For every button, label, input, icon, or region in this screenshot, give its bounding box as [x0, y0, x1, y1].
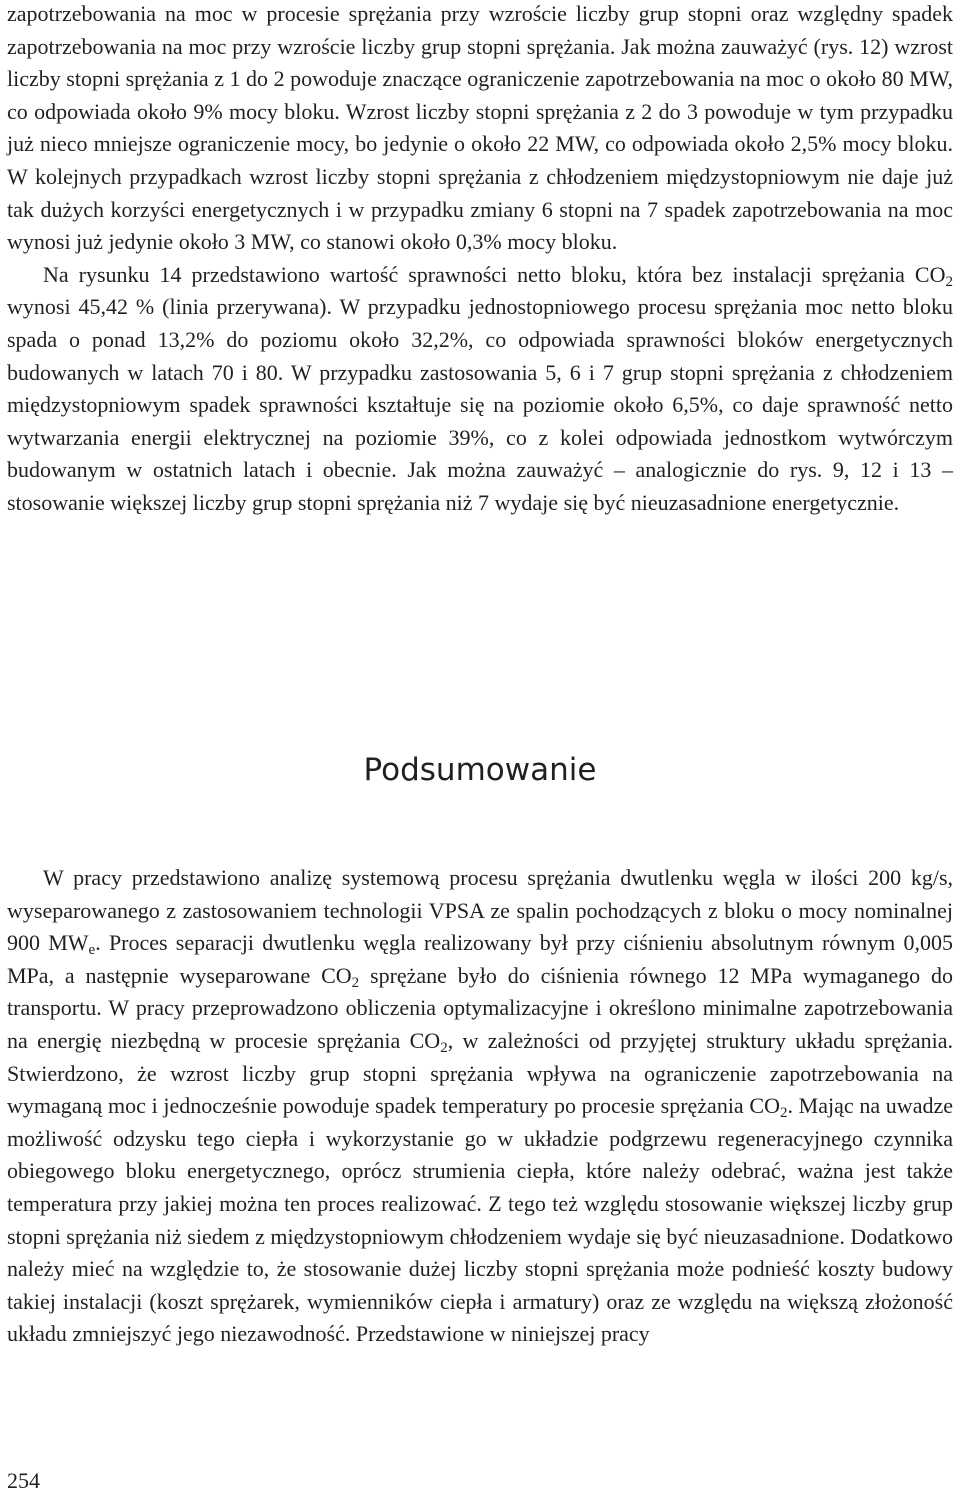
paragraph-compression-stages	[7, 0, 953, 259]
paragraph-efficiency	[7, 259, 953, 520]
paragraph-text: . Mając na uwadze możliwość odzysku tego ciepła i wykorzystanie go w układzie podgrzewu regeneracyjnego czynnika obiegowego bloku energetycznego, oprócz strumienia ciepła, które należy odebrać, ważna jest także temperatura przy jakiej można ten proces realizować. Z tego też względu stosowanie większej liczby grup stopni sprężania niż siedem z międzystopniowym chłodzeniem wydaje się być nieuzasadnione. Dodatkowo należy mieć na względzie to, że stosowanie dużej liczby stopni sprężania może podnieść koszty budowy takiej instalacji (koszt sprężarek, wymienników ciepła i armatury) oraz ze względu na większą złożoność układu zmniejszyć jego niezawodność. Przedstawione w niniejszej pracy	[7, 1093, 953, 1347]
page-number: 254	[7, 1468, 40, 1493]
summary-section	[7, 862, 953, 1351]
paragraph-summary	[7, 862, 953, 1351]
paragraph-text: . Proces separacji dwutlenku węgla realizowany był przy ciśnieniu absolutnym równym 0,005 MPa, a następnie wyseparowane CO	[7, 930, 953, 988]
subscript-2: 2	[351, 974, 360, 991]
subscript-2: 2	[440, 1039, 448, 1056]
page-body	[7, 0, 953, 520]
paragraph-text: , w zależności od przyjętej struktury układu sprężania. Stwierdzono, że wzrost liczby grup stopni sprężania wpływa na ograniczenie zapotrzebowania na wymaganą moc i jednocześnie powoduje spadek temperatury po procesie sprężania CO	[7, 1027, 954, 1119]
subscript-2: 2	[945, 273, 953, 290]
paragraph-text: wynosi 45,42 % (linia przerywana). W przypadku jednostopniowego procesu sprężania moc netto bloku spada o ponad 13,2% do poziomu około 32,2%, co odpowiada sprawności bloków energetycznych budowanych w latach 70 i 80. W przypadku zastosowania 5, 6 i 7 grup stopni sprężania z chłodzeniem międzystopniowym spadek sprawności kształtuje się na poziomie około 6,5%, co daje sprawność netto wytwarzania energii elektrycznej na poziomie 39%, co z kolei odpowiada jednostkom wytwórczym budowanym w ostatnich latach i obecnie. Jak można zauważyć – analogicznie do rys. 9, 12 i 13 – stosowanie większej liczby grup stopni sprężania niż 7 wydaje się być nieuzasadnione energetycznie.	[7, 294, 953, 515]
subscript-e: e	[88, 942, 96, 959]
subscript-2: 2	[779, 1105, 788, 1122]
section-heading: Podsumowanie	[363, 752, 597, 788]
paragraph-text: zapotrzebowania na moc w procesie sprężania przy wzroście liczby grup stopni oraz względny spadek zapotrzebowania na moc przy wzroście liczby grup stopni sprężania. Jak można zauważyć (rys. 12) wzrost liczby stopni sprężania z 1 do 2 powoduje znaczące ograniczenie zapotrzebowania na moc o około 80 MW, co odpowiada około 9% mocy bloku. Wzrost liczby stopni sprężania z 2 do 3 powoduje w tym przypadku już nieco mniejsze ograniczenie mocy, bo jedynie o około 22 MW, co odpowiada około 2,5% mocy bloku. W kolejnych przypadkach wzrost liczby stopni sprężania z chłodzeniem międzystopniowym nie daje już tak dużych korzyści energetycznych i w przypadku zmiany 6 stopni na 7 spadek zapotrzebowania na moc wynosi już jedynie około 3 MW, co stanowi około 0,3% mocy bloku.	[7, 1, 953, 255]
paragraph-text: sprężane było do ciśnienia równego 12 MPa wymaganego do transportu. W pracy przeprowadzono obliczenia optymalizacyjne i określono minimalne zapotrzebowania na energię niezbędną w procesie sprężania CO	[7, 962, 953, 1053]
paragraph-text: W pracy przedstawiono analizę systemową procesu sprężania dwutlenku węgla w ilości 200 kg/s, wyseparowanego z zastosowaniem technologii VPSA ze spalin pochodzących z bloku o mocy nominalnej 900 MW	[7, 865, 953, 956]
paragraph-text: Na rysunku 14 przedstawiono wartość sprawności netto bloku, która bez instalacji sprężania CO	[43, 261, 946, 287]
